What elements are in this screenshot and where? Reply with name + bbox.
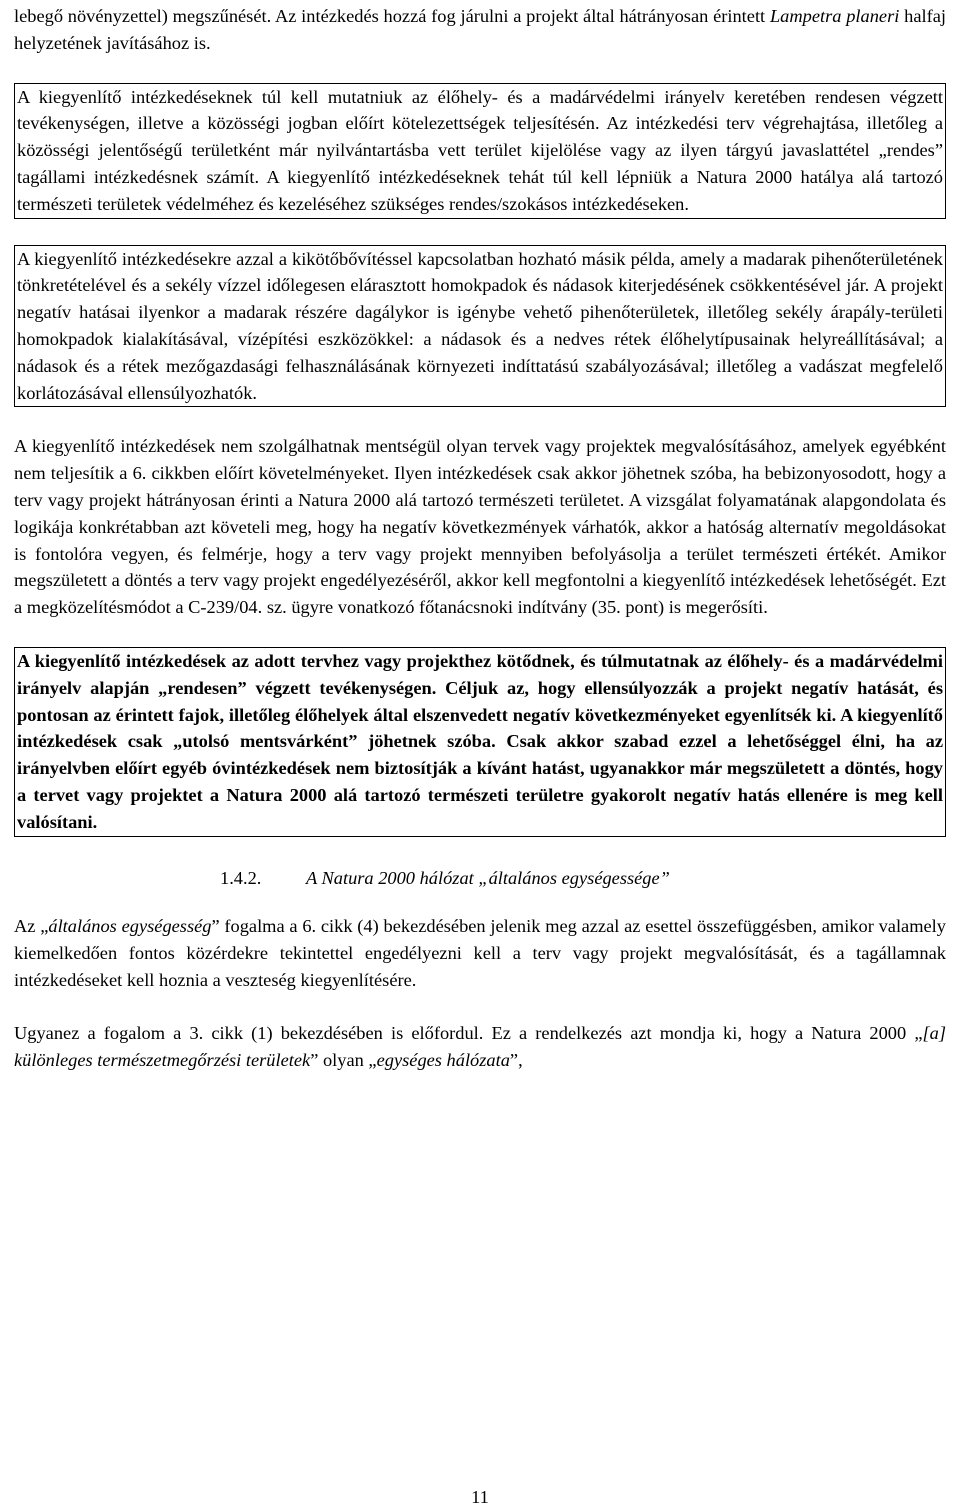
document-page <box>14 3 946 1073</box>
text-run: A kiegyenlítő intézkedések az adott tervhez vagy projekthez kötődnek, és túlmutatnak az élőhely- és a madárvédelmi irányelv alapján „rendesen” végzett tevékenységen. Céljuk az, hogy ellensúlyozzák a projekt negatív hatását, és pontosan az érintett fajok, illetőleg élőhelyek által elszenvedett negatív következményeket egyenlítsék ki. A kiegyenlítő intézkedések csak „utolsó mentsvárként” jöhetnek szóba. Csak akkor szabad ezzel a lehetőséggel élni, ha az irányelvben előírt egyéb óvintézkedések nem biztosítják a kívánt hatást, ugyanakkor már megszületett a döntés, hogy a tervet vagy projektet a Natura 2000 alá tartozó természeti területre gyakorolt negatív hatás ellenére is meg kell valósítani. <box>17 650 943 832</box>
text-run: ” fogalma a 6. cikk (4) bekezdésében jelenik meg azzal az esettel összefüggésben, amikor valamely kiemelkedően fontos közérdekre tekintettel engedélyezni kell a terv vagy projekt megvalósítását, és a tagállamnak intézkedéseket kell hoznia a veszteség kiegyenlítésére. <box>14 916 946 990</box>
paragraph-article-3 <box>14 1020 946 1074</box>
paragraph-compensation-excuse <box>14 433 946 621</box>
quote-italic: [a] különleges természetmegőrzési területek <box>14 1022 946 1070</box>
section-number: 1.4.2. <box>220 867 262 888</box>
text-run: lebegő növényzettel) megszűnését. Az intézkedés hozzá fog járulni a projekt által hátrányosan érintett <box>14 6 770 26</box>
section-heading <box>14 865 946 892</box>
text-run: A kiegyenlítő intézkedések nem szolgálhatnak mentségül olyan tervek vagy projektek megvalósításához, amelyek egyébként nem teljesítik a 6. cikkben előírt követelményeket. Ilyen intézkedések csak akkor jöhetnek szóba, ha bebizonyosodott, hogy a terv vagy projekt hátrányosan érinti a Natura 2000 alá tartozó természeti területet. A vizsgálat folyamatának alapgondolata és logikája konkrétabban azt követeli meg, hogy ha negatív következmények várhatók, akkor a hatóság alternatív megoldásokat is fontolóra vegyen, és felmérje, hogy a terv vagy projekt mennyiben befolyásolja a terület természeti értékét. Amikor megszületett a döntés a terv vagy projekt engedélyezéséről, akkor kell megfontolni a kiegyenlítő intézkedések lehetőségét. Ezt a megközelítésmódot a C-239/04. sz. ügyre vonatkozó főtanácsnoki indítvány (35. pont) is megerősíti. <box>14 436 946 618</box>
paragraph-intro-continuation <box>14 3 946 57</box>
paragraph-boxed-example <box>14 245 946 408</box>
text-run: A kiegyenlítő intézkedéseknek túl kell mutatniuk az élőhely- és a madárvédelmi irányelv keretében rendesen végzett tevékenységen, illetve a közösségi jogban előírt kötelezettségek teljesítésén. <box>17 86 943 134</box>
text-run: halfaj helyzetének javításához is. <box>14 6 946 53</box>
text-run: ” olyan „ <box>310 1049 377 1070</box>
text-run: Az „ <box>14 916 49 937</box>
term-italic: általános egységesség <box>48 916 212 937</box>
paragraph-boxed-bold-summary <box>14 647 946 837</box>
text-run: Az intézkedési terv végrehajtása, illetőleg a közösségi jelentőségű területként már nyilvántartásba vett terület kijelölése vagy az ilyen tárgyú javaslattétel „rendes” tagállami intézkedésnek számít. A kiegyenlítő intézkedéseknek tehát túl kell lépniük a Natura 2000 hatálya alá tartozó természeti területek védelméhez és kezeléséhez szükséges rendes/szokásos intézkedéseken. <box>17 113 943 214</box>
species-name-italic: Lampetra planeri <box>769 6 900 26</box>
paragraph-boxed-normal-measures <box>14 83 946 219</box>
section-title: A Natura 2000 hálózat „általános egységessége” <box>306 867 670 888</box>
text-run: Ugyanez a fogalom a 3. cikk (1) bekezdésében is előfordul. Ez a rendelkezés azt mondja ki, hogy a Natura 2000 „ <box>14 1022 923 1043</box>
page-number: 11 <box>471 1487 489 1507</box>
quote-italic: egységes hálózata <box>376 1049 510 1070</box>
text-run: A kiegyenlítő intézkedésekre azzal a kikötőbővítéssel kapcsolatban hozható másik példa, amely a madarak pihenőterületének tönkretételével és a sekély vízzel időlegesen elárasztott homokpadok és nádasok kiterjedésének csökkentésével jár. A projekt negatív hatásai ilyenkor a madarak részére dagálykor is igénybe vehető pihenőterületek, illetőleg sekély árapály-területi homokpadok kialakításával, vízépítési eszközökkel: a nádasok és a nedves rétek élőhelytípusainak helyreállításával; a nádasok és a rétek mezőgazdasági felhasználásának környezeti indíttatású szabályozásával; illetőleg a vadászat megfelelő korlátozásával ellensúlyozhatók. <box>17 248 943 403</box>
paragraph-overall-coherence <box>14 913 946 993</box>
text-run: ”, <box>509 1049 523 1070</box>
